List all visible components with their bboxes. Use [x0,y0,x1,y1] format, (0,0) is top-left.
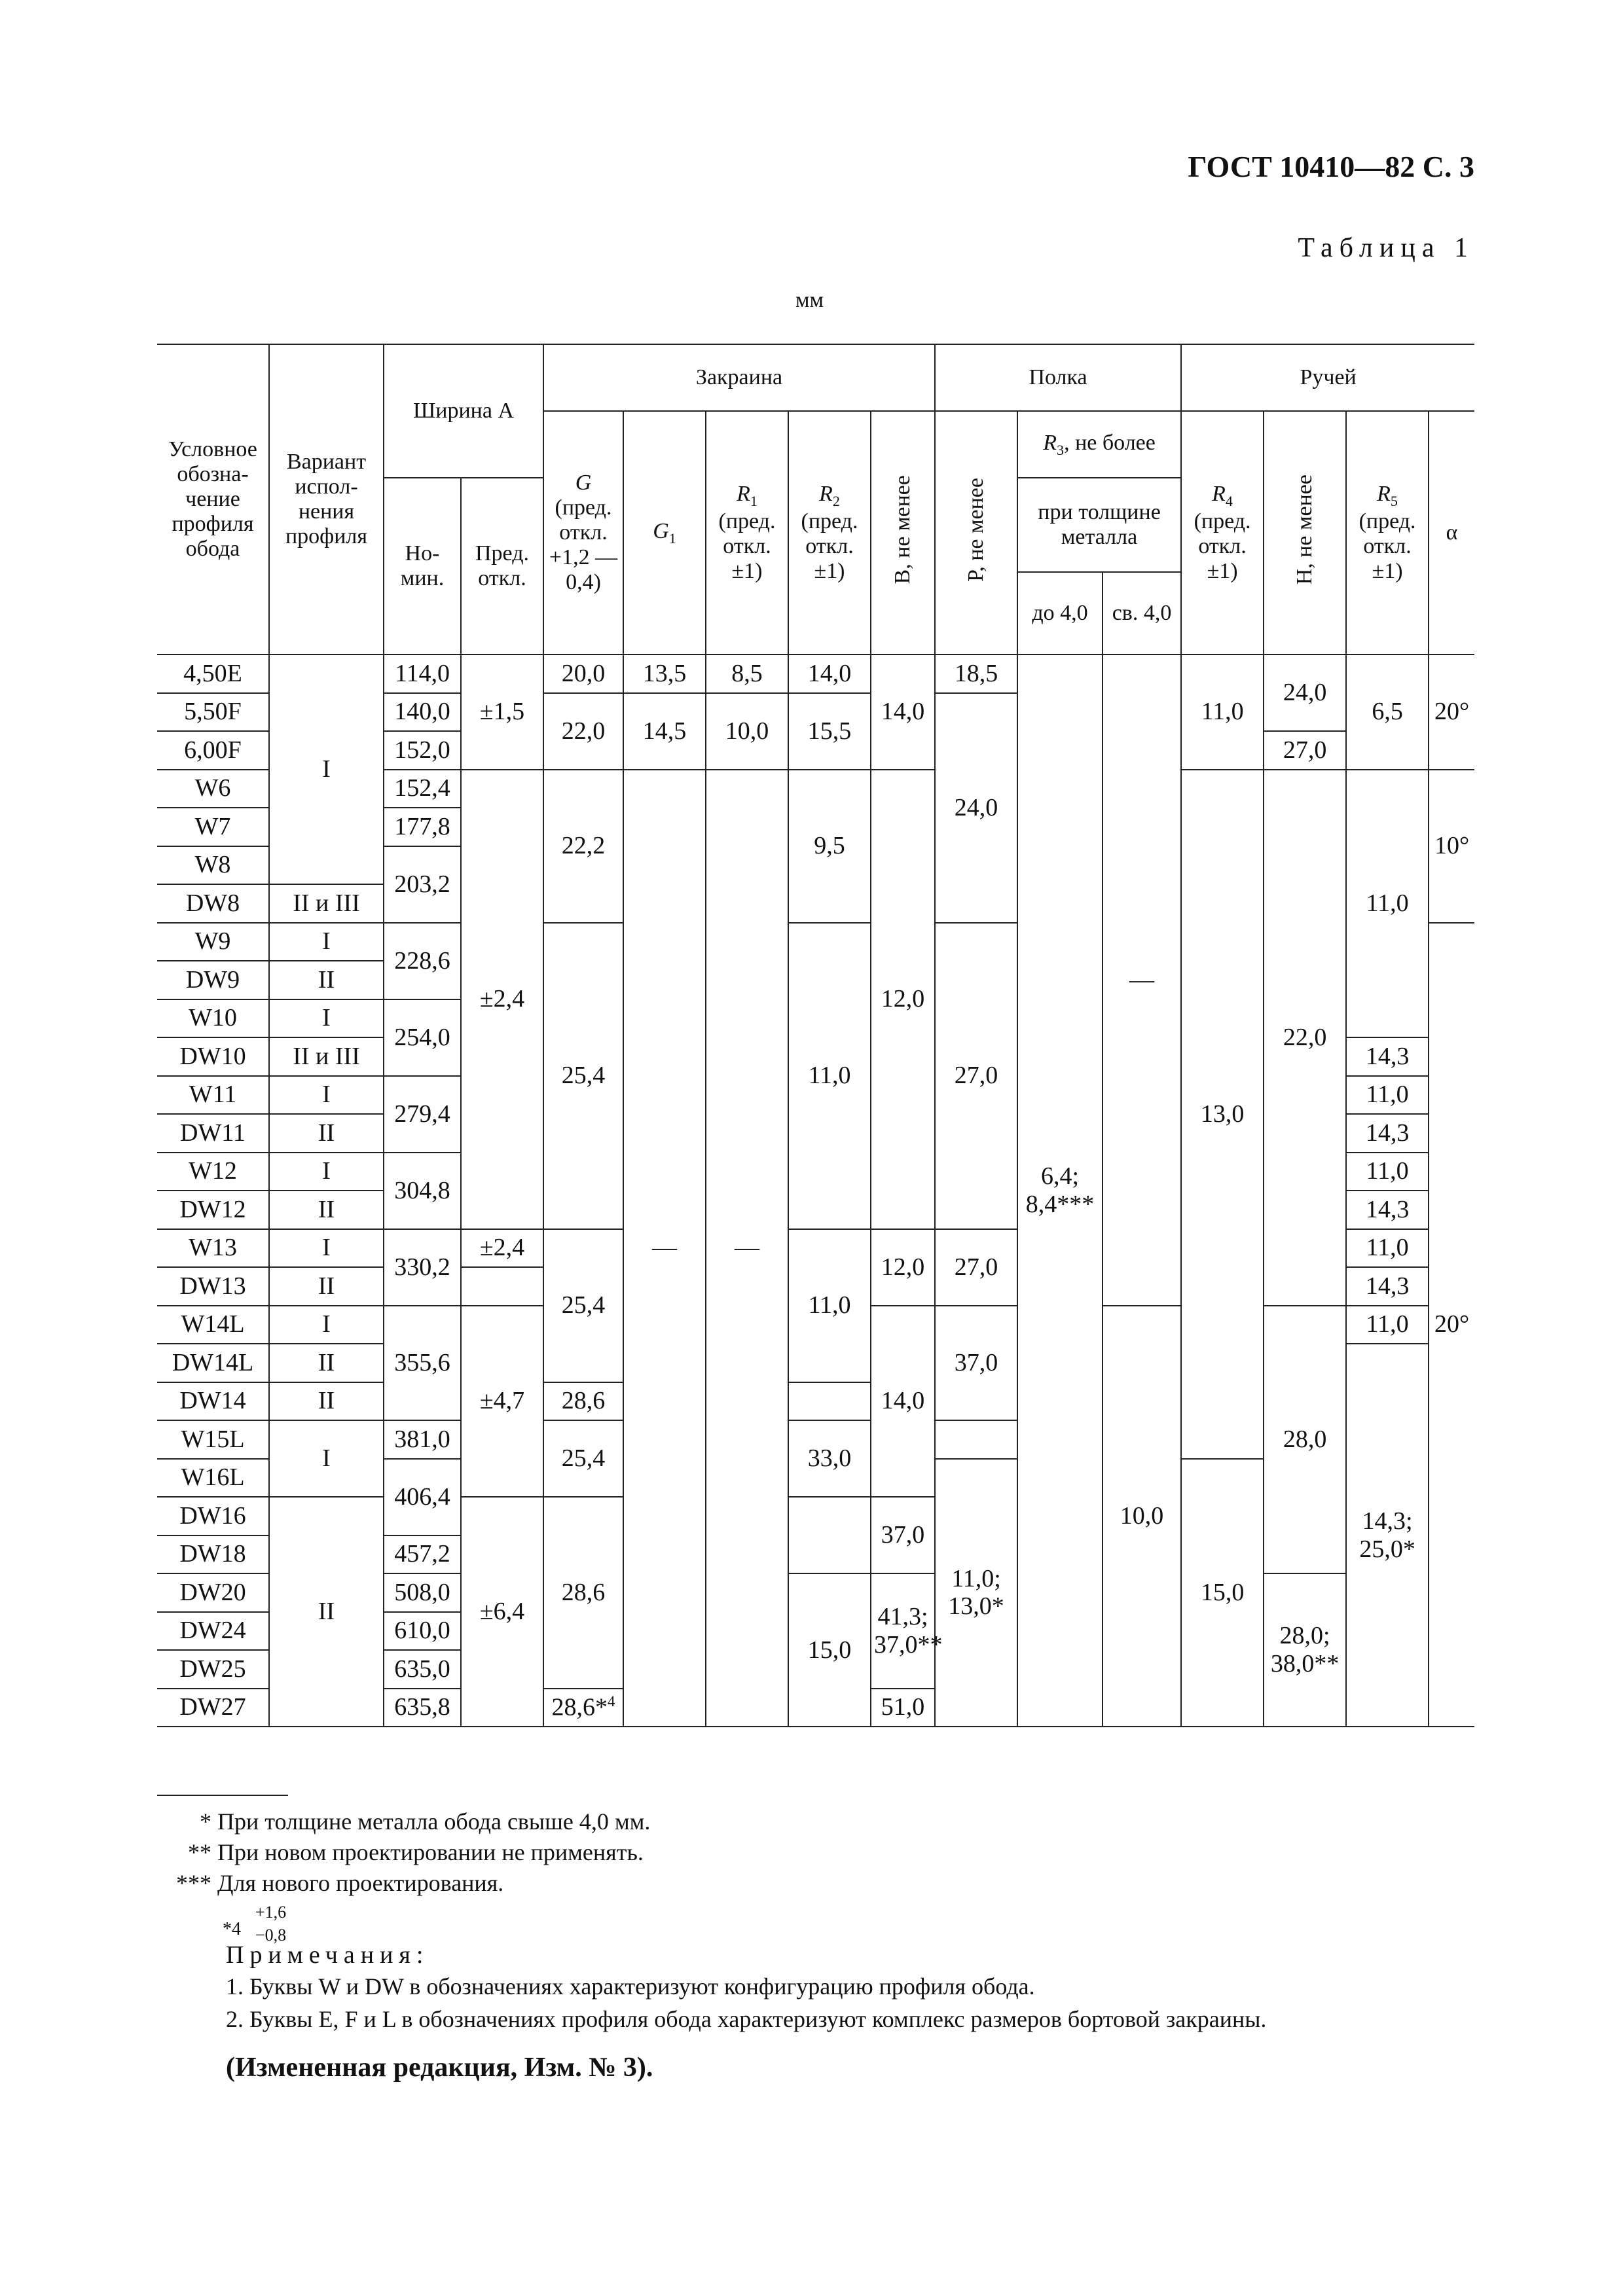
designation-cell: W6 [157,770,269,808]
width-nom-cell: 279,4 [384,1076,461,1153]
width-tol-cell: ±1,5 [461,655,543,770]
header-R5: $R_5$ (пред. откл. ±1) [1346,411,1429,655]
variant-cell: I [269,1076,384,1115]
R1-cell: 8,5 [706,655,788,693]
header-thickness: при толщине металла [1017,478,1181,572]
R2-cell: 9,5 [788,770,871,923]
page-header: ГОСТ 10410—82 С. 3 [1188,150,1474,183]
variant-cell: I [269,923,384,961]
designation-cell: DW14L [157,1344,269,1382]
width-tol-cell: ±6,4 [461,1497,543,1727]
G-cell: 25,4 [543,923,623,1229]
R5-cell: 11,0 [1346,1306,1429,1344]
R1-cell: — [706,770,788,1727]
R5-cell: 11,0 [1346,1229,1429,1268]
B-cell [788,1497,871,1573]
R5-cell: 14,3 [1346,1267,1429,1306]
R5-cell: 14,3 [1346,1191,1429,1229]
designation-cell: DW20 [157,1573,269,1612]
designation-cell: W7 [157,808,269,846]
designation-cell: W9 [157,923,269,961]
R5-cell: 11,0 [1346,1076,1429,1115]
width-nom-cell: 635,8 [384,1689,461,1727]
variant-cell: II [269,1114,384,1153]
header-B: B, не менее [871,411,935,655]
H-cell: 28,0; 38,0** [1264,1573,1346,1727]
header-alpha: α [1429,411,1474,655]
P-cell: 18,5 [935,655,1017,693]
variant-cell: II [269,1382,384,1421]
width-nom-cell: 152,0 [384,731,461,770]
note-1: 1. Буквы W и DW в обозначениях характеризуют конфигурацию профиля обода. [226,1973,1035,2000]
designation-cell: DW24 [157,1612,269,1651]
variant-cell: II [269,1497,384,1727]
width-nom-cell: 254,0 [384,999,461,1076]
R5-cell: 11,0 [1346,770,1429,1038]
R2-cell: 15,5 [788,693,871,770]
notes-title: Примечания: [226,1941,429,1969]
width-nom-cell: 304,8 [384,1153,461,1229]
R3-over-cell: — [1103,655,1181,1306]
variant-cell: I [269,999,384,1038]
G-cell: 28,6 [543,1497,623,1689]
P-cell: 37,0 [935,1306,1017,1421]
P-cell: 27,0 [935,923,1017,1229]
width-nom-cell: 330,2 [384,1229,461,1306]
width-tol-cell: ±4,7 [461,1306,543,1498]
footnote-divider [157,1795,288,1796]
P-cell: 51,0 [871,1689,935,1727]
G-cell: 22,0 [543,693,623,770]
table-caption: Таблица 1 [1298,233,1474,263]
R2-cell: 14,0 [788,655,871,693]
variant-cell: I [269,655,384,884]
header-designation: Условное обозна-чение профиля обода [157,344,269,655]
width-nom-cell: 114,0 [384,655,461,693]
B-cell: 14,0 [871,655,935,770]
width-nom-cell: 140,0 [384,693,461,732]
R4-cell: 15,0 [1181,1459,1264,1727]
P-cell: 33,0 [788,1420,871,1497]
footnote-4 [200,1898,650,1944]
R2-cell: 11,0; 13,0* [935,1459,1017,1727]
header-R4: $R_4$ (пред. откл. ±1) [1181,411,1264,655]
footnote-1: * При толщине металла обода свыше 4,0 мм. [200,1808,651,1835]
designation-cell: W12 [157,1153,269,1191]
designation-cell: DW11 [157,1114,269,1153]
R3-upto-cell: 6,4; 8,4*** [1017,655,1103,1727]
H-cell: 27,0 [1264,731,1346,770]
alpha-cell: 20° [1429,923,1474,1727]
designation-cell: 4,50E [157,655,269,693]
width-nom-cell: 406,4 [384,1459,461,1535]
designation-cell: DW16 [157,1497,269,1535]
variant-cell: I [269,1420,384,1497]
H-cell: 22,0 [1264,770,1346,1306]
designation-cell: DW10 [157,1037,269,1076]
variant-cell: II [269,1191,384,1229]
R4-cell: 11,0 [1181,655,1264,770]
footnote-4-upper: +1,6 [255,1903,287,1922]
header-G1: $G_1$ [623,411,706,655]
P-cell: 24,0 [935,693,1017,923]
B-cell: 12,0 [871,770,935,1229]
header-R3: $R_3$, не более [1017,411,1181,478]
designation-cell: W8 [157,846,269,885]
R5-cell: 14,3 [1346,1037,1429,1076]
R3-over-cell: 10,0 [1103,1306,1181,1727]
G1-cell: 14,5 [623,693,706,770]
designation-cell: DW18 [157,1535,269,1574]
R4-cell: 13,0 [1181,770,1264,1459]
G-cell: 25,4 [543,1229,623,1382]
variant-cell: I [269,1153,384,1191]
width-nom-cell: 177,8 [384,808,461,846]
header-thickness-over: св. 4,0 [1103,572,1181,655]
table-row [157,655,1474,693]
G1-cell: — [623,770,706,1727]
G1-cell: 13,5 [623,655,706,693]
width-nom-cell: 457,2 [384,1535,461,1574]
footnote-3: *** Для нового проектирования. [176,1869,504,1896]
designation-cell: W15L [157,1420,269,1459]
header-R2: $R_2$ (пред. откл. ±1) [788,411,871,655]
P-cell: 37,0 [871,1497,935,1573]
table-units: мм [795,288,824,312]
designation-cell: W13 [157,1229,269,1268]
designation-cell: DW8 [157,884,269,923]
R5-cell: 14,3; 25,0* [1346,1344,1429,1727]
width-tol-cell [461,1267,543,1306]
R2-cell: 11,0 [788,923,871,1229]
width-nom-cell: 152,4 [384,770,461,808]
header-P: P, не менее [935,411,1017,655]
header-width-tol: Пред. откл. [461,478,543,655]
width-nom-cell: 355,6 [384,1306,461,1421]
designation-cell: W14L [157,1306,269,1344]
designation-cell: 6,00F [157,731,269,770]
footnote-2: ** При новом проектировании не применять. [188,1839,644,1865]
header-R1: $R_1$ (пред. откл. ±1) [706,411,788,655]
footnotes [176,1806,651,1945]
designation-cell: DW13 [157,1267,269,1306]
designation-cell: W11 [157,1076,269,1115]
variant-cell: II и III [269,1037,384,1076]
variant-cell: I [269,1306,384,1344]
header-groove: Ручей [1181,344,1474,411]
amendment-note: (Измененная редакция, Изм. № 3). [226,2053,653,2083]
G-cell: 22,2 [543,770,623,923]
header-width-nom: Но-мин. [384,478,461,655]
header-variant: Вариант испол-нения профиля [269,344,384,655]
designation-cell: DW25 [157,1650,269,1689]
alpha-cell: 20° [1429,655,1474,770]
R2-cell: 11,0 [788,1229,871,1382]
width-nom-cell: 635,0 [384,1650,461,1689]
G-cell: 25,4 [543,1420,623,1497]
width-nom-cell: 381,0 [384,1420,461,1459]
header-G: G (пред. откл. +1,2 —0,4) [543,411,623,655]
G-cell: 28,6 [543,1382,623,1421]
header-shelf: Полка [935,344,1181,411]
designation-cell: DW27 [157,1689,269,1727]
B-cell: 12,0 [871,1229,935,1306]
width-tol-cell: ±2,4 [461,770,543,1229]
header-thickness-upto: до 4,0 [1017,572,1103,655]
footnote-4-lower: −0,8 [255,1926,287,1945]
designation-cell: W10 [157,999,269,1038]
width-nom-cell: 610,0 [384,1612,461,1651]
G-cell: 28,6*$^4$ [543,1689,623,1727]
width-tol-cell: ±2,4 [461,1229,543,1268]
R5-cell: 14,3 [1346,1114,1429,1153]
variant-cell: II [269,1267,384,1306]
notes [226,1970,1266,2036]
P-cell: 41,3; 37,0** [871,1573,935,1689]
B-cell: 14,0 [871,1306,935,1498]
R5-cell: 11,0 [1346,1153,1429,1191]
H-cell: 24,0 [1264,655,1346,731]
header-flange: Закраина [543,344,935,411]
variant-cell: II [269,961,384,999]
footnote-4-mark: *4 [223,1919,241,1940]
note-2: 2. Буквы E, F и L в обозначениях профиля обода характеризуют комплекс размеров бортовой закраины. [226,2006,1267,2033]
variant-cell: II [269,1344,384,1382]
P-cell: 27,0 [935,1229,1017,1306]
designation-cell: DW14 [157,1382,269,1421]
header-H: H, не менее [1264,411,1346,655]
width-nom-cell: 203,2 [384,846,461,923]
designation-cell: DW9 [157,961,269,999]
B-cell: 15,0 [788,1573,871,1727]
R5-cell: 6,5 [1346,655,1429,770]
variant-cell: I [269,1229,384,1268]
G-cell: 20,0 [543,655,623,693]
H-cell: 28,0 [1264,1306,1346,1574]
variant-cell: II и III [269,884,384,923]
alpha-cell: 10° [1429,770,1474,923]
header-width: Ширина A [384,344,543,478]
rim-profile-table [157,344,1474,1727]
designation-cell: W16L [157,1459,269,1498]
designation-cell: DW12 [157,1191,269,1229]
width-nom-cell: 508,0 [384,1573,461,1612]
R1-cell: 10,0 [706,693,788,770]
designation-cell: 5,50F [157,693,269,732]
width-nom-cell: 228,6 [384,923,461,999]
